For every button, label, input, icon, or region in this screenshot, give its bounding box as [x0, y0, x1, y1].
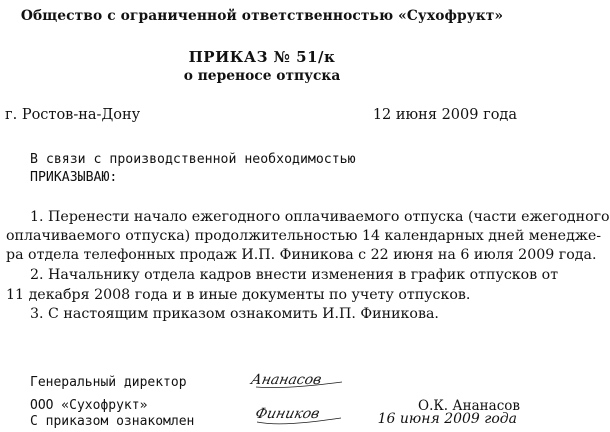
- employee-signature: [253, 400, 353, 428]
- acknowledgement-date: 16 июня 2009 года: [377, 411, 517, 427]
- item-1-line-3: ра отдела телефонных продаж И.П. Финикова с 22 июня на 6 июля 2009 года.: [6, 247, 597, 263]
- signatory-company: ООО «Сухофрукт»: [30, 398, 148, 413]
- city: г. Ростов-на-Дону: [5, 107, 141, 123]
- item-1-line-1: 1. Перенести начало ежегодного оплачиваемого отпуска (части ежегодного: [30, 209, 610, 225]
- order-title: ПРИКАЗ № 51/к: [188, 48, 336, 66]
- organization-name: Общество с ограниченной ответственностью «Сухофрукт»: [20, 8, 504, 24]
- signatory-name: О.К. Ананасов: [418, 398, 520, 414]
- item-1-line-2: оплачиваемого отпуска) продолжительностью 14 календарных дней менедже-: [6, 228, 602, 244]
- acknowledgement-label: С приказом ознакомлен: [30, 414, 195, 429]
- intro-text: В связи с производственной необходимостью: [30, 152, 356, 167]
- order-date: 12 июня 2009 года: [372, 107, 517, 123]
- svg-text:Фиников: Фиников: [253, 406, 322, 422]
- item-2-line-2: 11 декабря 2008 года и в иные документы по учету отпусков.: [6, 287, 471, 303]
- signatory-position: Генеральный директор: [30, 375, 187, 390]
- svg-text:Ананасов: Ананасов: [249, 372, 323, 388]
- order-word: ПРИКАЗЫВАЮ:: [30, 170, 118, 185]
- director-signature: [250, 367, 350, 391]
- order-subtitle: о переносе отпуска: [183, 68, 341, 84]
- item-3-line-1: 3. С настоящим приказом ознакомить И.П. Финикова.: [30, 306, 439, 322]
- item-2-line-1: 2. Начальнику отдела кадров внести изменения в график отпусков от: [30, 267, 559, 283]
